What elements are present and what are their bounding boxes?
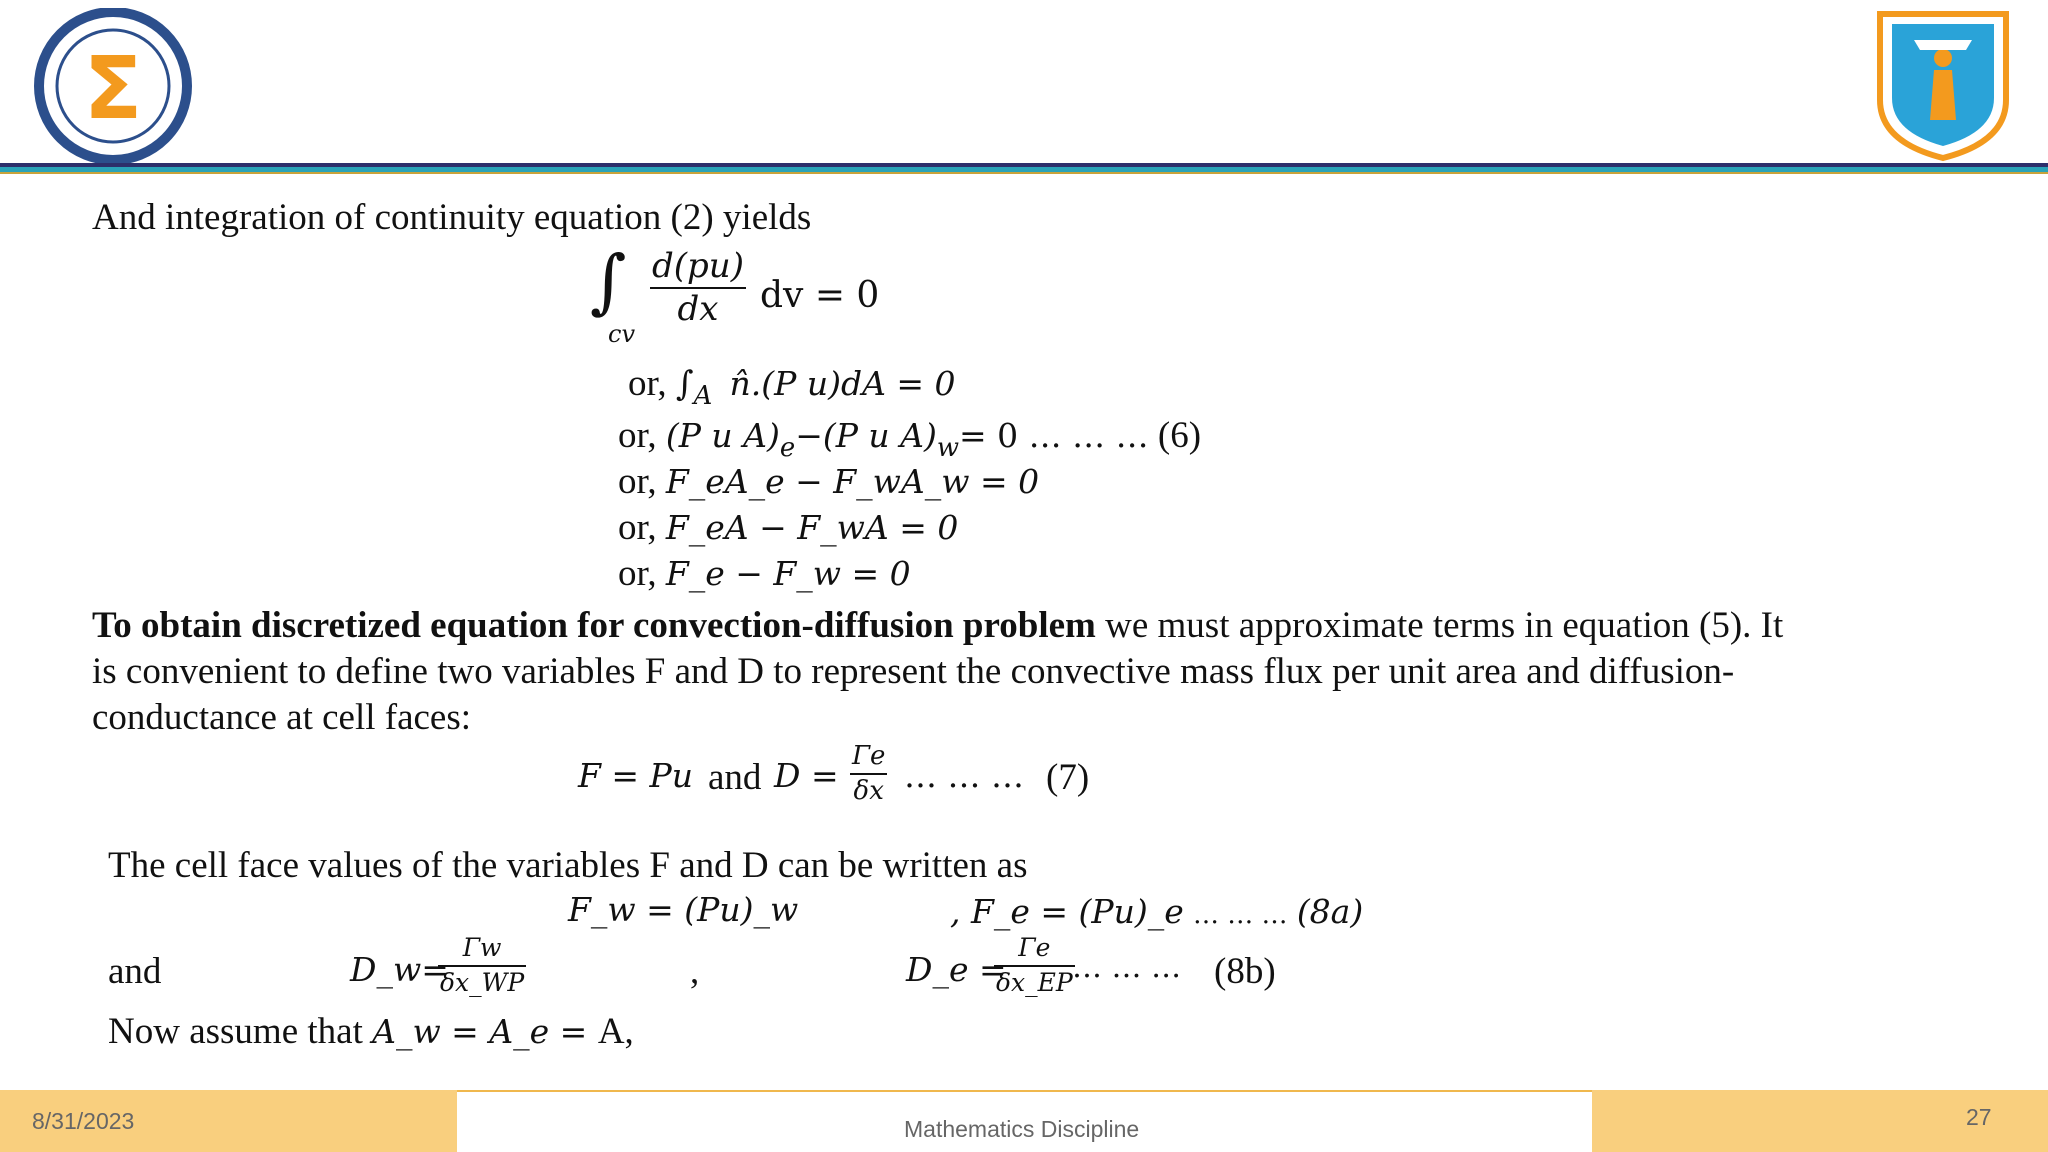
equation-8a-right: , F_e = (Pu)_e … … … (8a) <box>950 892 1364 931</box>
equation-flux-balance-area: or, F_eA_e − F_wA_w = 0 <box>618 461 1040 502</box>
equation-8b-comma: , <box>690 951 700 992</box>
left-logo <box>28 8 198 163</box>
intro-text: And integration of continuity equation (2) yields <box>92 197 812 238</box>
equation-flux-balance: or, F_e − F_w = 0 <box>618 553 911 594</box>
equation-surface-integral: or, $\int_A$ n̂.(P u)dA = 0 <box>628 363 956 412</box>
footer-date: 8/31/2023 <box>32 1108 135 1134</box>
sigma-logo-icon <box>28 8 198 163</box>
paragraph-line-3: conductance at cell faces: <box>92 697 472 738</box>
slide-number: 27 <box>1966 1104 1992 1130</box>
equation-6: or, (P u $A)_e-(P$ u $A)_w= 0$ … … … (6) <box>618 415 1202 464</box>
university-crest-icon <box>1874 10 2012 162</box>
and-word: and <box>108 951 162 992</box>
footer-center-text: Mathematics Discipline <box>904 1116 1140 1142</box>
equation-8a-left: F_w = (Pu)_w <box>568 890 799 929</box>
equation-flux-balance-common-area: or, F_eA − F_wA = 0 <box>618 507 959 548</box>
assume-line: Now assume that A_w = A_e = A, <box>108 1011 634 1052</box>
svg-text:Σ: Σ <box>83 39 143 139</box>
right-logo <box>1874 10 2012 162</box>
paragraph-line-1: To obtain discretized equation for convection-diffusion problem we must approximate terms in equation (5). It <box>92 605 1784 646</box>
header-divider-gold <box>0 172 2048 174</box>
cell-face-intro: The cell face values of the variables F and D can be written as <box>108 845 1028 886</box>
paragraph-line-2: is convenient to define two variables F and D to represent the convective mass flux per unit area and diffusion- <box>92 651 1735 692</box>
